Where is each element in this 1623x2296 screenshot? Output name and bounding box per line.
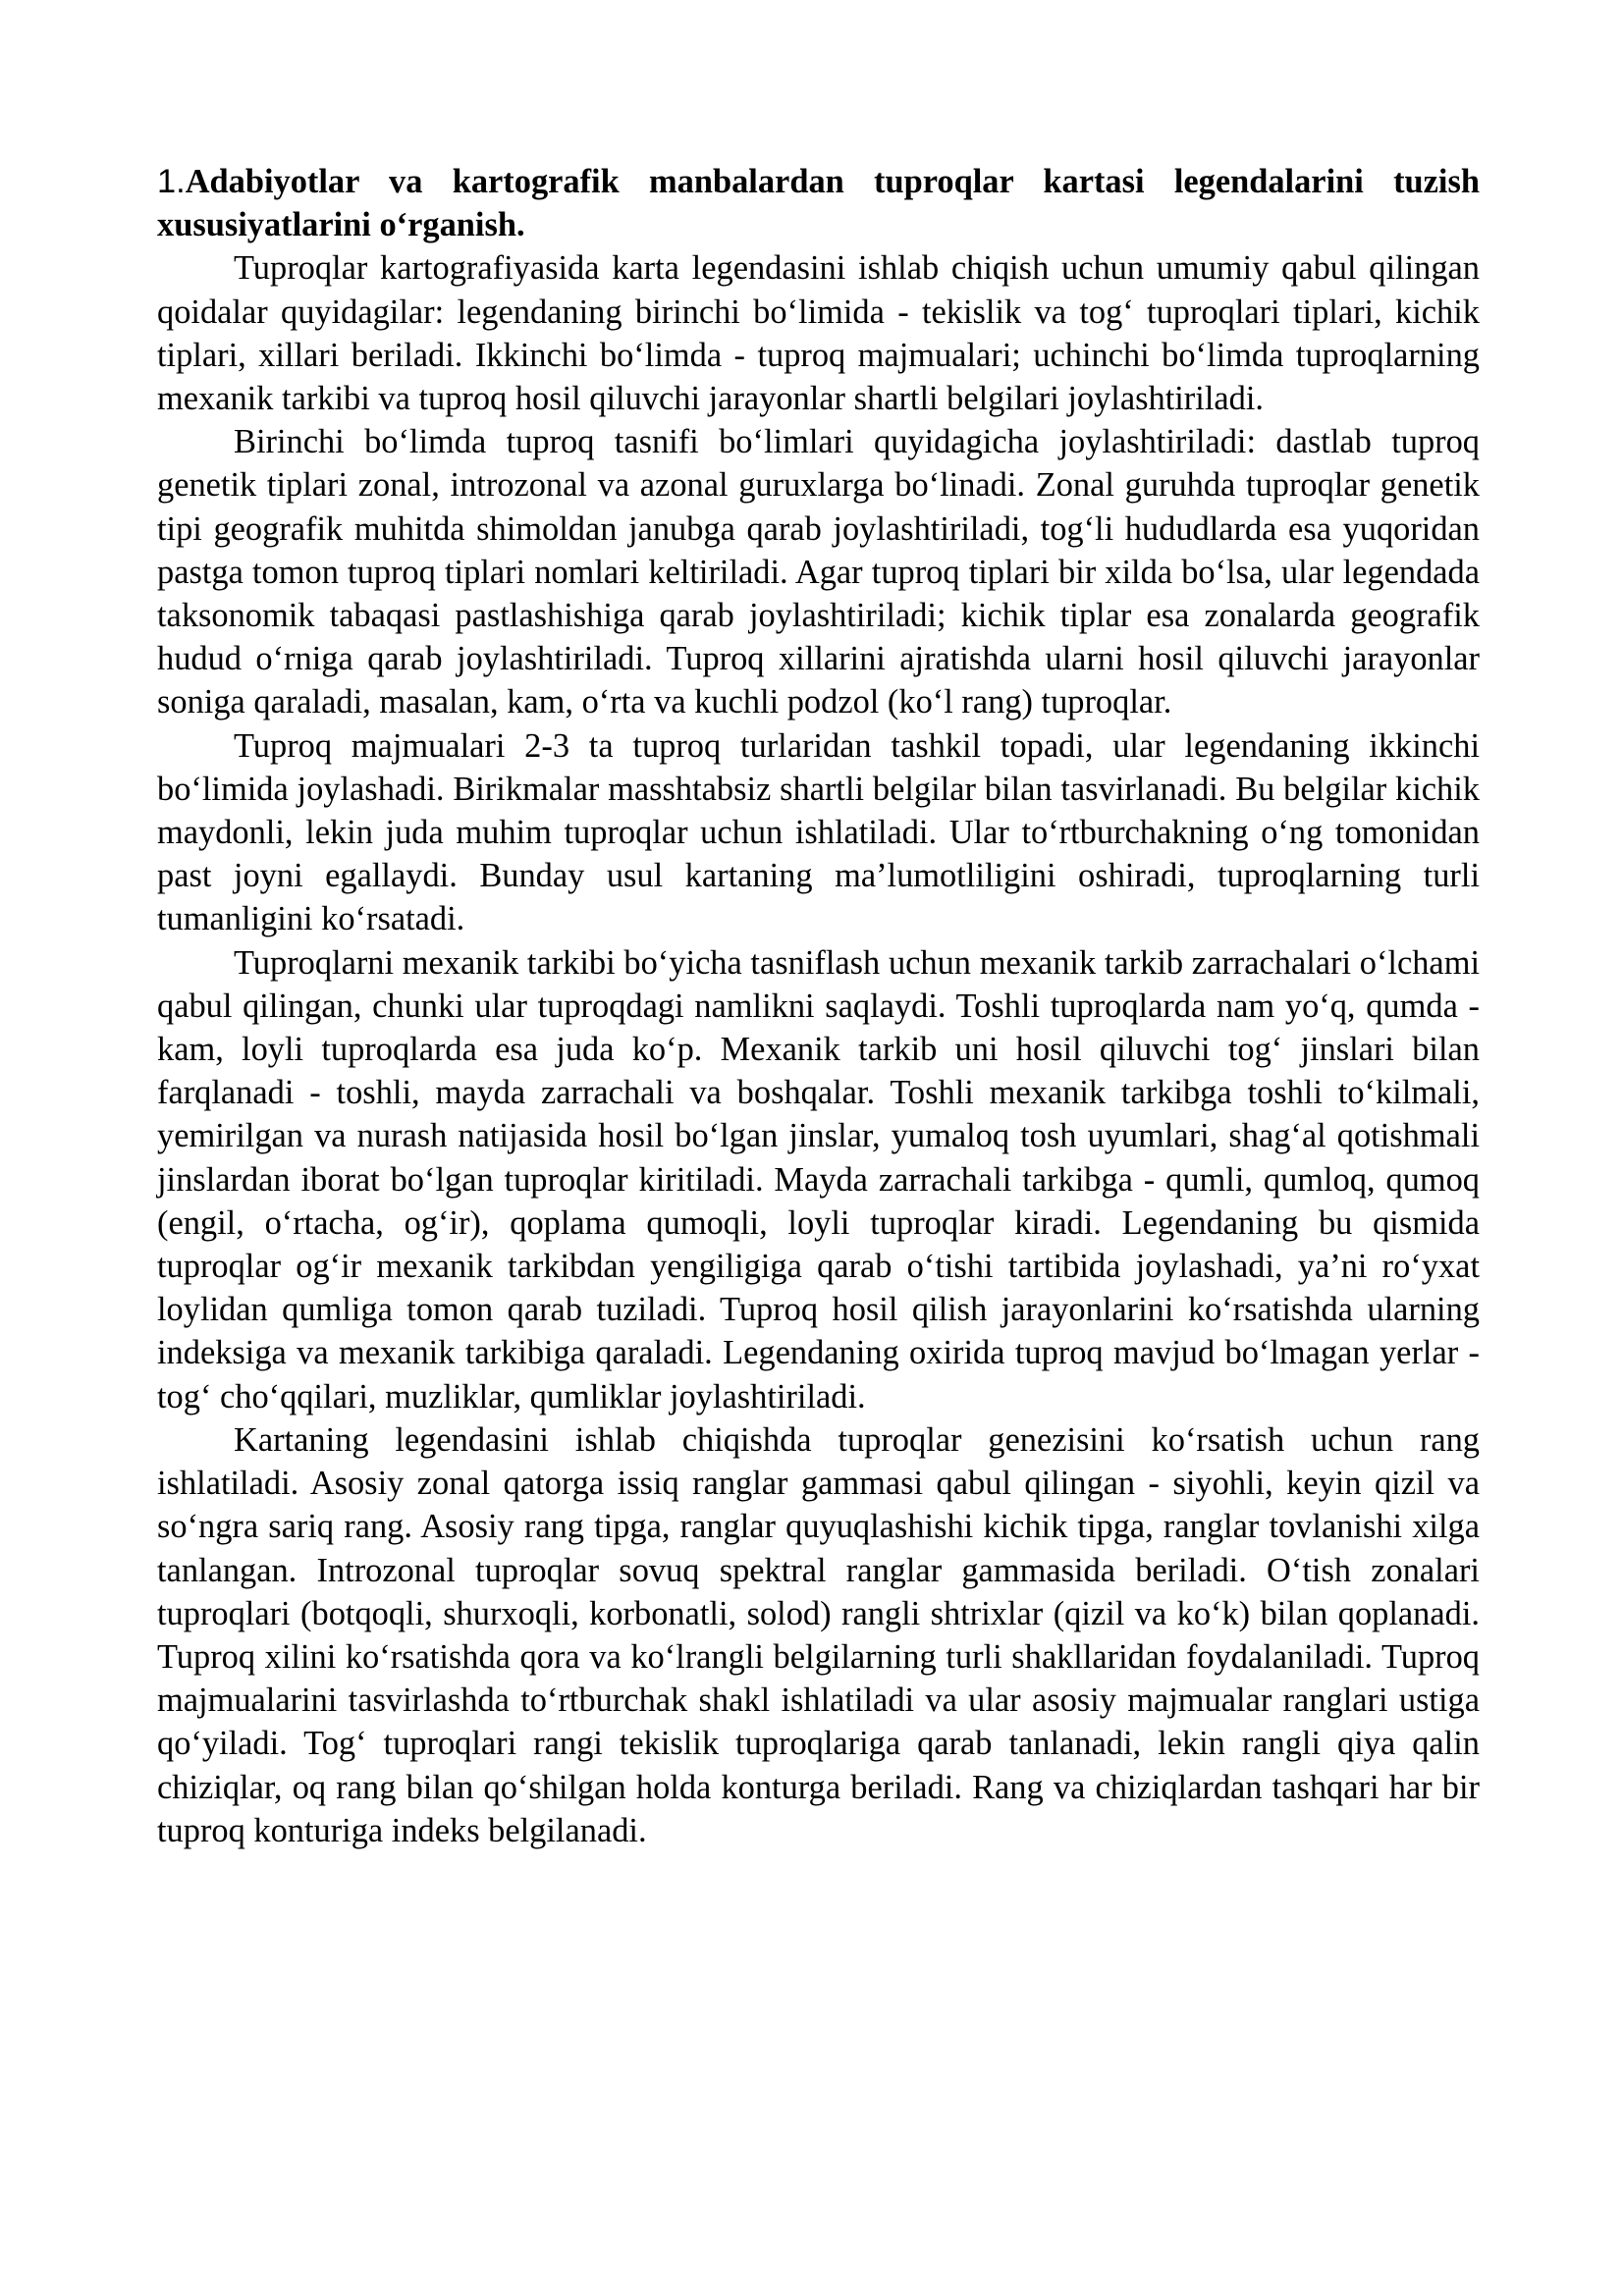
- section-heading: [157, 160, 1480, 246]
- paragraph-soil-complexes: Tuproq majmualari 2-3 ta tuproq turlaridan tashkil topadi, ular legendaning ikkinchi bo‘limida joylashadi. Birikmalar masshtabsiz shartli belgilar bilan tasvirlanadi. Bu belgilar kichik maydonli, lekin juda muhim tuproqlar uchun ishlatiladi. Ular to‘rtburchakning o‘ng tomonidan past joyni egallaydi. Bunday usul kartaning ma’lumotliligini oshiradi, tuproqlarning turli tumanligini ko‘rsatadi.: [157, 726, 1480, 938]
- paragraph-mechanical-composition: Tuproqlarni mexanik tarkibi bo‘yicha tasniflash uchun mexanik tarkib zarrachalari o‘lchami qabul qilingan, chunki ular tuproqdagi namlikni saqlaydi. Toshli tuproqlarda nam yo‘q, qumda - kam, loyli tuproqlarda esa juda ko‘p. Mexanik tarkib uni hosil qiluvchi tog‘ jinslari bilan farqlanadi - toshli, mayda zarrachali va boshqalar. Toshli mexanik tarkibga toshli to‘kilmali, yemirilgan va nurash natijasida hosil bo‘lgan jinslar, yumaloq tosh uyumlari, shag‘al qotishmali jinslardan iborat bo‘lgan tuproqlar kiritiladi. Mayda zarrachali tarkibga - qumli, qumloq, qumoq (engil, o‘rtacha, og‘ir), qoplama qumoqli, loyli tuproqlar kiradi. Legendaning bu qismida tuproqlar og‘ir mexanik tarkibdan yengiligiga qarab o‘tishi tartibida joylashadi, ya’ni ro‘yxat loylidan qumliga tomon qarab tuziladi. Tuproq hosil qilish jarayonlarini ko‘rsatishda ularning indeksiga va mexanik tarkibiga qaraladi. Legendaning oxirida tuproq mavjud bo‘lmagan yerlar - tog‘ cho‘qqilari, muzliklar, qumliklar joylashtiriladi.: [157, 943, 1480, 1415]
- paragraph-color-usage: Kartaning legendasini ishlab chiqishda tuproqlar genezisini ko‘rsatish uchun rang ishlatiladi. Asosiy zonal qatorga issiq ranglar gammasi qabul qilingan - siyohli, keyin qizil va so‘ngra sariq rang. Asosiy rang tipga, ranglar quyuqlashishi kichik tipga, ranglar tovlanishi xilga tanlangan. Introzonal tuproqlar sovuq spektral ranglar gammasida beriladi. O‘tish zonalari tuproqlari (botqoqli, shurxoqli, korbonatli, solod) rangli shtrixlar (qizil va ko‘k) bilan qoplanadi. Tuproq xilini ko‘rsatishda qora va ko‘lrangli belgilarning turli shakllaridan foydalaniladi. Tuproq majmualarini tasvirlashda to‘rtburchak shakl ishlatiladi va ular asosiy majmualar ranglari ustiga qo‘yiladi. Tog‘ tuproqlari rangi tekislik tuproqlariga qarab tanlanadi, lekin rangli qiya qalin chiziqlar, oq rang bilan qo‘shilgan holda konturga beriladi. Rang va chiziqlardan tashqari har bir tuproq konturiga indeks belgilanadi.: [157, 1420, 1480, 1849]
- section-number: 1.: [157, 163, 186, 200]
- document-page: [157, 160, 1480, 1852]
- paragraph-legend-rules: Tuproqlar kartografiyasida karta legendasini ishlab chiqish uchun umumiy qabul qilingan qoidalar quyidagilar: legendaning birinchi bo‘limida - tekislik va tog‘ tuproqlari tiplari, kichik tiplari, xillari beriladi. Ikkinchi bo‘limda - tuproq majmualari; uchinchi bo‘limda tuproqlarning mexanik tarkibi va tuproq hosil qiluvchi jarayonlar shartli belgilari joylashtiriladi.: [157, 249, 1480, 418]
- paragraph-first-section: Birinchi bo‘limda tuproq tasnifi bo‘limlari quyidagicha joylashtiriladi: dastlab tuproq genetik tiplari zonal, introzonal va azonal guruxlarga bo‘linadi. Zonal guruhda tuproqlar genetik tipi geografik muhitda shimoldan janubga qarab joylashtiriladi, tog‘li hududlarda esa yuqoridan pastga tomon tuproq tiplari nomlari keltiriladi. Agar tuproq tiplari bir xilda bo‘lsa, ular legendada taksonomik tabaqasi pastlashishiga qarab joylashtiriladi; kichik tiplar esa zonalarda geografik hudud o‘rniga qarab joylashtiriladi. Tuproq xillarini ajratishda ularni hosil qiluvchi jarayonlar soniga qaraladi, masalan, kam, o‘rta va kuchli podzol (ko‘l rang) tuproqlar.: [157, 423, 1480, 721]
- section-title: Adabiyotlar va kartografik manbalardan tuproqlar kartasi legendalarini tuzish xususiyatlarini o‘rganish.: [157, 163, 1480, 244]
